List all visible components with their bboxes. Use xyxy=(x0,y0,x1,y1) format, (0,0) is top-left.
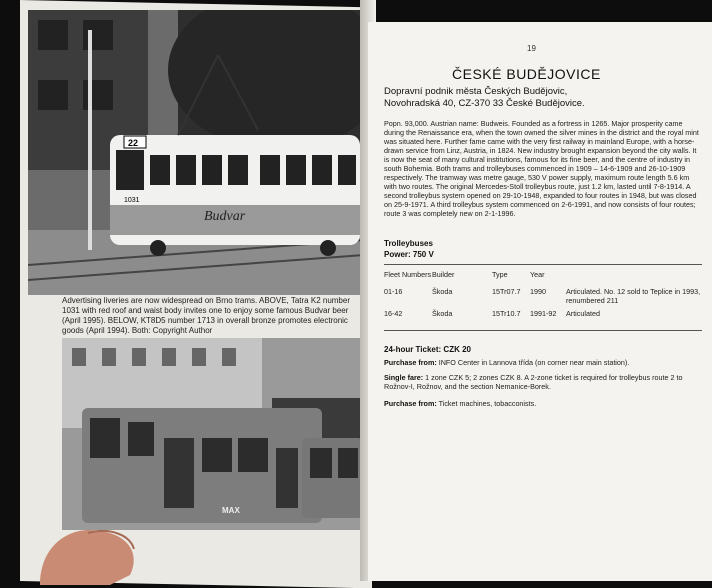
tram-photo-top xyxy=(28,10,364,295)
table-header-row xyxy=(384,270,702,283)
header-type: Type xyxy=(492,270,508,279)
cell-note: Articulated. No. 12 sold to Teplice in 1993, renumbered 211 xyxy=(566,287,701,305)
header-fleet: Fleet Numbers xyxy=(384,270,432,279)
cell-note: Articulated xyxy=(566,309,600,318)
operator-line-1: Dopravní podnik města Českých Budějovic, xyxy=(384,86,568,97)
purchase-info-2 xyxy=(384,399,702,408)
header-year: Year xyxy=(530,270,545,279)
ticket-heading: 24-hour Ticket: CZK 20 xyxy=(384,345,471,354)
cell-fleet: 01-16 xyxy=(384,287,403,296)
purchase-info-1 xyxy=(384,358,702,367)
thumb xyxy=(30,505,150,585)
page-number: 19 xyxy=(527,44,536,53)
tram-route-number: 22 xyxy=(128,138,139,148)
cell-builder: Škoda xyxy=(432,309,453,318)
cell-fleet: 16-42 xyxy=(384,309,403,318)
table-rule-bottom xyxy=(384,330,702,331)
section-heading-trolleybuses: Trolleybuses xyxy=(384,239,433,248)
purchase-text-1: INFO Center in Lannova třída (on corner near main station). xyxy=(438,358,630,367)
tram-fleet-number: 1031 xyxy=(124,197,140,204)
cell-type: 15Tr10.7 xyxy=(492,309,521,318)
cell-builder: Škoda xyxy=(432,287,453,296)
purchase-label-2: Purchase from: xyxy=(384,399,437,408)
table-rule-top xyxy=(384,264,702,265)
operator-address xyxy=(384,86,704,110)
fleet-table xyxy=(384,270,702,323)
tram2-ad-text: MAX xyxy=(222,506,240,515)
table-row xyxy=(384,287,702,309)
table-row xyxy=(384,309,702,323)
single-fare-text: 1 zone CZK 5; 2 zones CZK 8. A 2-zone ticket is required for trolleybus route 2 to Rožnov-I, Rožnov, and the section Nemanice-Borek. xyxy=(384,373,683,391)
power-line: Power: 750 V xyxy=(384,250,434,259)
tram-ad-text: Budvar xyxy=(204,209,246,224)
cell-year: 1990 xyxy=(530,287,546,296)
photo-caption: Advertising liveries are now widespread on Brno trams. ABOVE, Tatra K2 number 1031 with red roof and waist body invites one to enjoy some famous Budvar beer (April 1995). BELOW, KT8D5 number 1713 in overall bronze promotes electronic goods (April 1994). Both: Copyright Author xyxy=(62,296,350,335)
single-fare-label: Single fare: xyxy=(384,373,424,382)
operator-line-2: Novohradská 40, CZ-370 33 České Budějovice. xyxy=(384,98,585,109)
header-builder: Builder xyxy=(432,270,455,279)
single-fare-info xyxy=(384,373,702,391)
cell-year: 1991-92 xyxy=(530,309,557,318)
tram-photo-bottom xyxy=(62,338,368,530)
page-title: ČESKÉ BUDĚJOVICE xyxy=(452,66,601,82)
purchase-label-1: Purchase from: xyxy=(384,358,437,367)
purchase-text-2: Ticket machines, tobacconists. xyxy=(438,399,537,408)
cell-type: 15Tr07.7 xyxy=(492,287,521,296)
intro-paragraph: Popn. 93,000. Austrian name: Budweis. Founded as a fortress in 1265. Major prosperity came during the Renaissance era, when the town owned the silver mines in the district and the royal mint was situated here. Further fame came with the very first railway in mainland Europe, with a horse-drawn service from Linz, Austria, in 1824. New industry brought expansion beyond the city walls. It is now the seat of many cultural institutions, famous for its fine beer, and the centre of industry in south Bohemia. Both trams and trolleybuses commenced in 1909 – 14-6-1909 and 26-10-1909 respectively. The tramway was metre gauge, 530 V power supply, maximum route length 5.6 km with two routes. The original Mercedes-Stoll trolleybus route, just 1.2 km, lasted until 7-8-1914. A second trolleybus system opened on 29-10-1948, expanded to four routes in 1948, but was closed on 25-9-1971. A third trolleybus system commenced on 2-6-1991, and now consists of four routes; route 3 was completely new on 2-1-1996. xyxy=(384,119,699,218)
